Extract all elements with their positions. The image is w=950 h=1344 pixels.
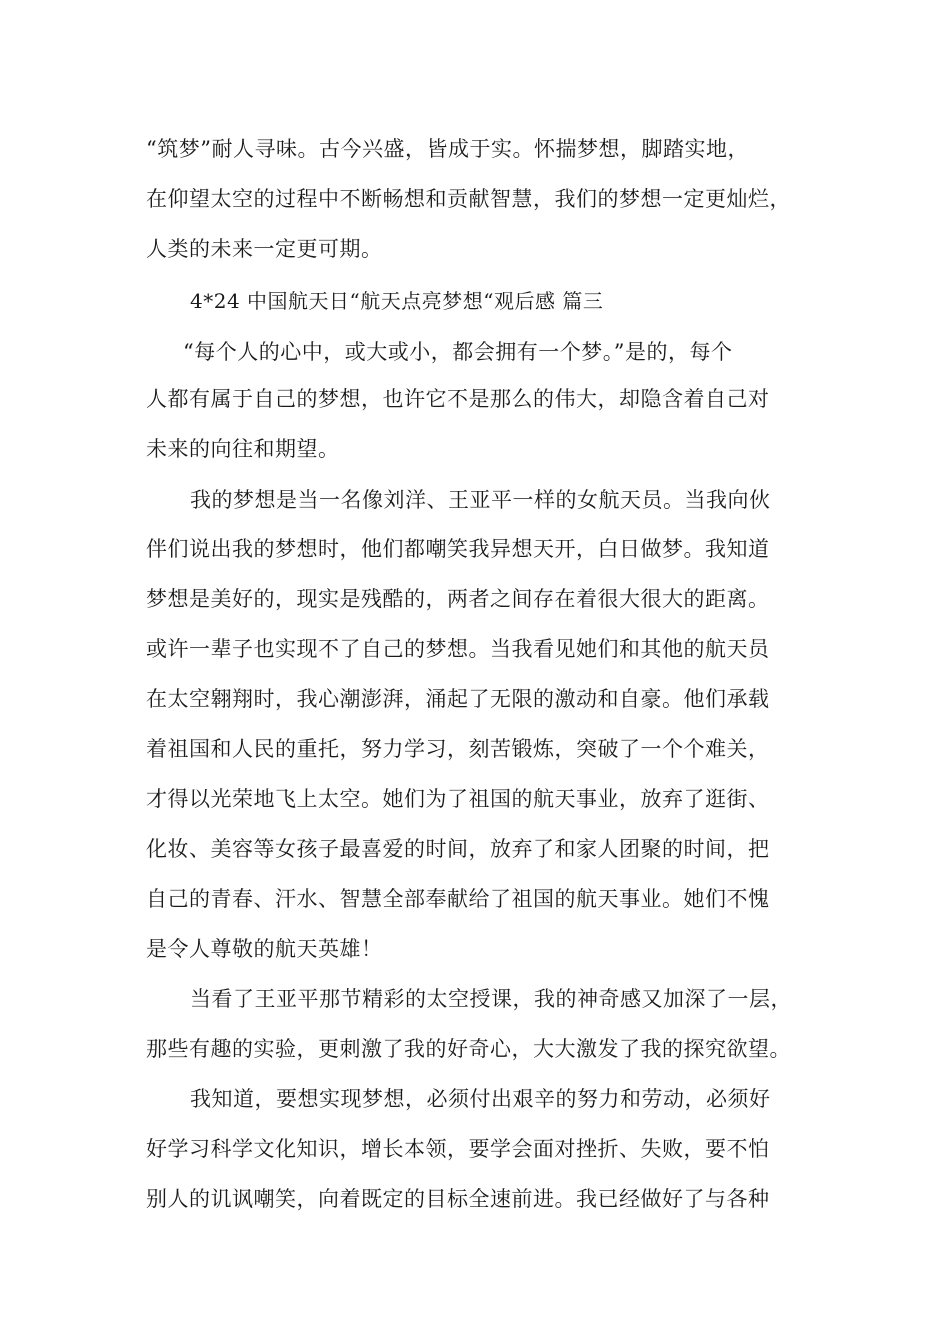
text-line: 人都有属于自己的梦想，也许它不是那么的伟大，却隐含着自己对 bbox=[146, 387, 770, 411]
text-line: 我的梦想是当一名像刘洋、王亚平一样的女航天员。当我向伙 bbox=[190, 488, 771, 512]
text-line: 人类的未来一定更可期。 bbox=[146, 237, 383, 261]
section-heading: 4*24 中国航天日“航天点亮梦想“观后感 篇三 bbox=[190, 289, 604, 313]
text-line: 伴们说出我的梦想时，他们都嘲笑我异想天开，白日做梦。我知道 bbox=[146, 537, 770, 561]
text-line: “筑梦”耐人寻味。古今兴盛，皆成于实。怀揣梦想，脚踏实地， bbox=[146, 137, 749, 161]
text-line: 才得以光荣地飞上太空。她们为了祖国的航天事业，放弃了逛街、 bbox=[146, 787, 770, 811]
text-line: 在仰望太空的过程中不断畅想和贡献智慧，我们的梦想一定更灿烂， bbox=[146, 187, 791, 211]
text-line: 当看了王亚平那节精彩的太空授课，我的神奇感又加深了一层， bbox=[190, 987, 792, 1011]
text-line: 那些有趣的实验，更刺激了我的好奇心，大大激发了我的探究欲望。 bbox=[146, 1037, 791, 1061]
text-line: 着祖国和人民的重托，努力学习，刻苦锻炼，突破了一个个难关， bbox=[146, 737, 770, 761]
text-line: 是令人尊敬的航天英雄！ bbox=[146, 937, 383, 961]
text-line: 别人的讥讽嘲笑，向着既定的目标全速前进。我已经做好了与各种 bbox=[146, 1187, 770, 1211]
text-line: 好学习科学文化知识，增长本领，要学会面对挫折、失败，要不怕 bbox=[146, 1137, 770, 1161]
text-line: 未来的向往和期望。 bbox=[146, 437, 340, 461]
text-line: 自己的青春、汗水、智慧全部奉献给了祖国的航天事业。她们不愧 bbox=[146, 887, 770, 911]
text-line: 化妆、美容等女孩子最喜爱的时间，放弃了和家人团聚的时间，把 bbox=[146, 837, 770, 861]
text-line: 我知道，要想实现梦想，必须付出艰辛的努力和劳动，必须好 bbox=[190, 1087, 771, 1111]
text-line: 或许一辈子也实现不了自己的梦想。当我看见她们和其他的航天员 bbox=[146, 637, 770, 661]
text-line: “每个人的心中，或大或小，都会拥有一个梦。”是的，每个 bbox=[183, 340, 733, 364]
text-line: 梦想是美好的，现实是残酷的，两者之间存在着很大很大的距离。 bbox=[146, 587, 770, 611]
text-line: 在太空翱翔时，我心潮澎湃，涌起了无限的激动和自豪。他们承载 bbox=[146, 687, 770, 711]
